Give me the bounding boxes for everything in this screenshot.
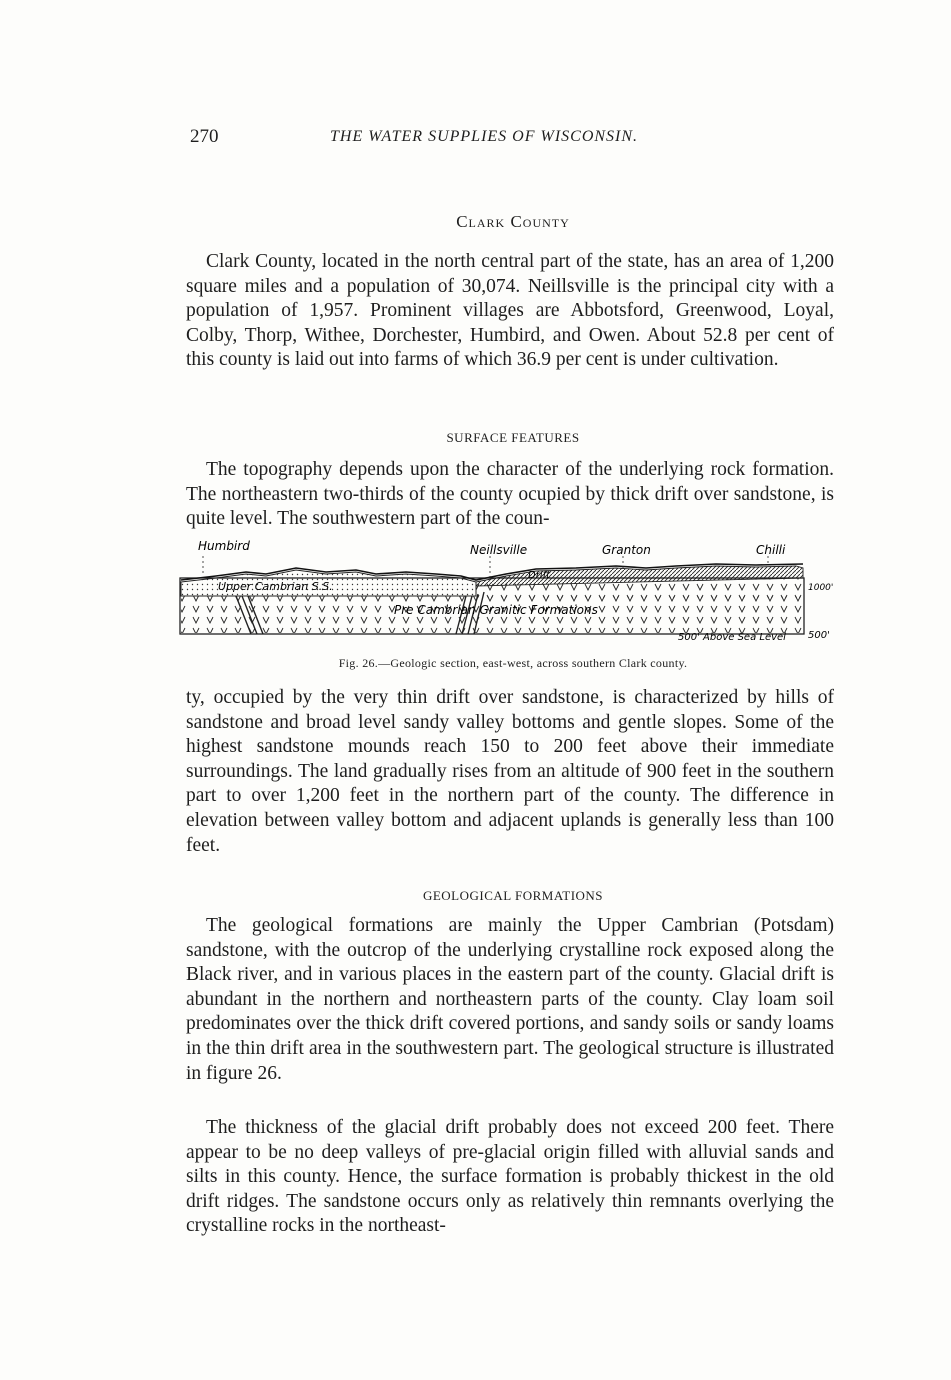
geological-formations-heading: GEOLOGICAL FORMATIONS (422, 888, 604, 903)
intro-paragraph (186, 250, 834, 373)
label-neillsville: Neillsville (470, 543, 528, 557)
surface-features-paragraph-1 (186, 458, 834, 532)
label-elev-500: 500' (808, 630, 830, 641)
figure-caption: Fig. 26.—Geologic section, east-west, across southern Clark county. (338, 656, 688, 670)
running-title: THE WATER SUPPLIES OF WISCONSIN. (330, 128, 639, 145)
geological-text-1: The geological formations are mainly the Upper Cambrian (Potsdam) sandstone, with the outcrop of the underlying crystalline rock exposed along the Black river, and in various places in the eastern part of the county. Glacial drift is abundant in the northern and northeastern parts of the county. Clay loam soil predominates over the thick drift covered portions, and sandy soils or sandy loams in the thin drift area in the southwestern part. The geological structure is illustrated in figure 26. (186, 915, 834, 1084)
geological-text-2: The thickness of the glacial drift probably does not exceed 200 feet. There appear to be no deep valleys of pre-glacial origin filled with alluvial sands and silts in this county. Hence, the surface formation is probably thickest in the old drift ridges. The sandstone occurs only as relatively thin remnants overlying the crystalline rocks in the northeast- (186, 1117, 834, 1237)
page-number: 270 (190, 126, 219, 147)
surface-features-text-2: ty, occupied by the very thin drift over sandstone, is characterized by hills of sandstone and broad level sandy valley bottoms and gentle slopes. Some of the highest sandstone mounds reach 150 to 200 feet above their immediate surroundings. The land gradually rises from an altitude of 900 feet in the southern part to over 1,200 feet in the northern part of the county. The difference in elevation between valley bottom and adjacent uplands is generally less than 100 feet. (186, 687, 834, 856)
label-upper-cambrian: Upper Cambrian S.S. (218, 580, 333, 593)
label-humbird: Humbird (198, 539, 250, 553)
geologic-section-figure (176, 538, 838, 646)
intro-paragraph-text: Clark County, located in the north central part of the state, has an area of 1,200 square miles and a population of 30,074. Neillsville is the principal city with a population of 1,957. Prominent villages are Abbotsford, Greenwood, Loyal, Colby, Thorp, Withee, Dorchester, Humbird, and Owen. About 52.8 per cent of this county is laid out into farms of which 36.9 per cent is under cultivation. (186, 251, 834, 371)
surface-features-paragraph-2 (186, 686, 834, 858)
label-datum: 500' Above Sea Level (678, 632, 786, 643)
geological-paragraph-1 (186, 914, 834, 1086)
running-head (190, 126, 836, 154)
label-granton: Granton (602, 543, 651, 557)
label-drift: Drift (528, 570, 551, 581)
label-elev-1000: 1000' (808, 583, 834, 593)
section-title: Clark County (456, 212, 570, 231)
surface-features-heading: SURFACE FEATURES (446, 430, 580, 445)
surface-features-text-1: The topography depends upon the character of the underlying rock formation. The northeastern two-thirds of the county ocupied by thick drift over sandstone, is quite level. The southwestern part of the coun- (186, 459, 834, 530)
label-chilli: Chilli (756, 543, 786, 557)
geological-paragraph-2 (186, 1116, 834, 1239)
label-pre-cambrian: Pre Cambrian Granitic Formations (394, 603, 598, 617)
